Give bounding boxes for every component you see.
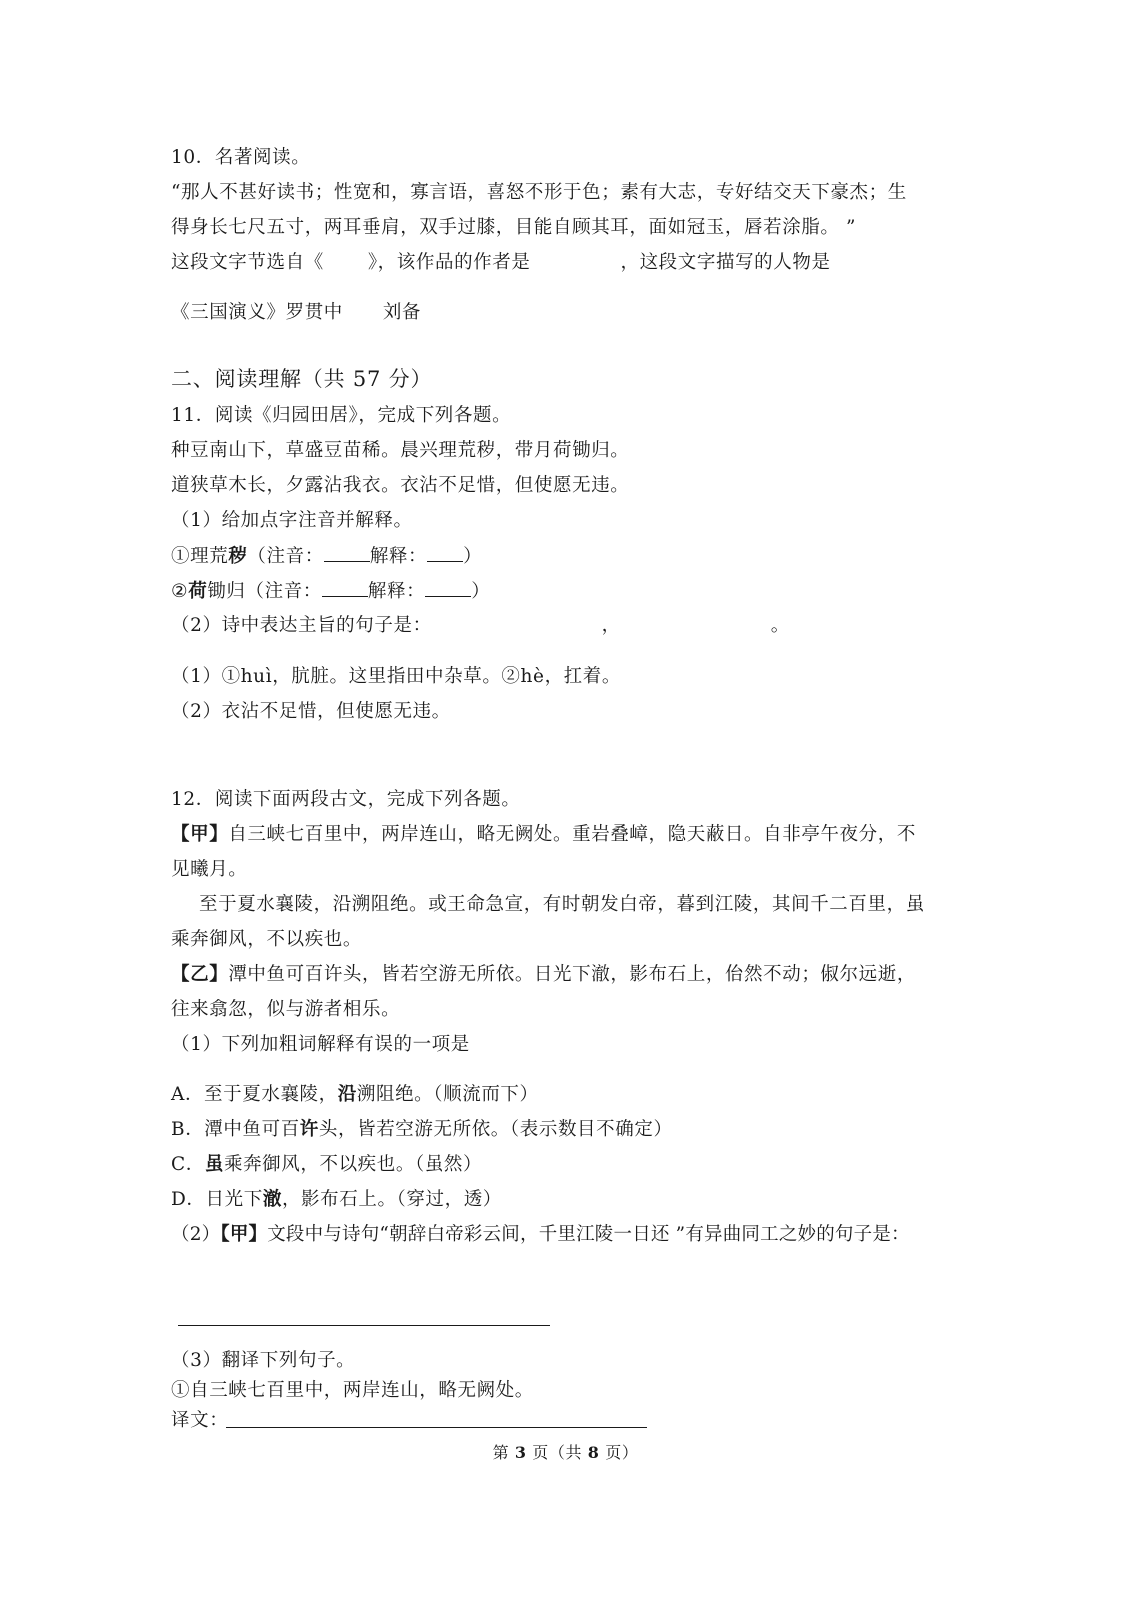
q12-jia-line1-text: 自三峡七百里中，两岸连山，略无阙处。重岩叠嶂，隐天蔽日。自非亭午夜分，不 [228,824,916,845]
q10-question [171,250,831,276]
q11-answer2: （2）衣沾不足惜，但使愿无违。 [171,701,451,722]
footer-pre: 第 [492,1443,515,1462]
option-d-gloss: ，影布石上。（穿过，透） [281,1189,502,1210]
q12-yi-line1 [171,962,916,988]
q10-quote-line1: “那人不甚好读书；性宽和，寡言语，喜怒不形于色；素有大志，专好结交天下豪杰；生 [171,182,907,203]
q12-option-c[interactable] [171,1152,482,1178]
q12-sub2-answer-line[interactable] [178,1325,550,1326]
section-heading: 二、阅读理解（共 57 分） [171,367,433,391]
q12-translation-label: 译文： [171,1410,229,1431]
q12-sub2-text: 文段中与诗句“朝辞白帝彩云间，千里江陵一日还 ”有异曲同工之妙的句子是： [267,1224,910,1245]
q11-item1-close: ） [463,546,483,567]
option-c-gloss: 乘奔御风，不以疾也。（虽然） [223,1154,483,1175]
option-d-text: D．日光下 [171,1189,263,1210]
q12-jia-line1 [171,822,916,848]
q10-answer-person: 刘备 [382,302,422,323]
q12-option-d[interactable] [171,1187,502,1213]
q11-poem-line2: 道狭草木长，夕露沾我衣。衣沾不足惜，但使愿无违。 [171,475,630,496]
q12-yi-line1-text: 潭中鱼可百许头，皆若空游无所依。日光下澈，影布石上，佁然不动；俶尔远逝， [228,964,916,985]
q11-item1-explain-blank[interactable] [427,543,463,562]
option-c-text: C． [171,1154,205,1175]
q12-sub3: （3）翻译下列句子。 [171,1350,356,1371]
q10-quote-line2: 得身长七尺五寸，两耳垂肩，双手过膝，目能自顾其耳，面如冠玉，唇若涂脂。 ” [171,217,857,238]
q11-sub2-comma: ， [601,615,621,636]
q10-answer [171,300,421,326]
q12-translation-line[interactable] [226,1427,647,1428]
option-a-gloss: 溯阻绝。（顺流而下） [356,1084,539,1105]
q12-jia-line3: 至于夏水襄陵，沿溯阻绝。或王命急宣，有时朝发白帝，暮到江陵，其间千二百里，虽 [199,894,925,915]
q11-item1-pinyin-blank[interactable] [324,543,370,562]
q12-title: 12．阅读下面两段古文，完成下列各题。 [171,789,521,810]
q11-sub1: （1）给加点字注音并解释。 [171,510,413,531]
q11-item2-rest: 锄归（注音： [207,581,322,602]
q11-item2-explain-blank[interactable] [425,578,471,597]
q11-sub2-label: （2）诗中表达主旨的句子是： [171,615,432,636]
q11-item2-close: ） [471,581,491,602]
q10-answer-book: 《三国演义》罗贯中 [171,302,343,323]
q11-answer1: （1）①huì，肮脏。这里指田中杂草。②hè，扛着。 [171,666,621,687]
page-total: 8 [587,1443,600,1462]
q12-jia-label: 【甲】 [171,824,229,845]
q11-item2-bold-char: 荷 [188,581,208,602]
q12-option-a[interactable] [171,1082,539,1108]
q12-sub2-bold-label: 【甲】 [220,1224,268,1245]
q10-question-part1: 这段文字节选自《 [171,252,324,273]
q11-item1-bold-char: 秽 [228,546,248,567]
option-b-gloss: 头，皆若空游无所依。（表示数目不确定） [318,1119,673,1140]
option-a-text: A．至于夏水襄陵， [171,1084,338,1105]
q11-title: 11．阅读《归园田居》，完成下列各题。 [171,405,512,426]
q12-sub2-prefix: （2） [171,1224,221,1245]
q11-item1-explain: 解释： [369,546,428,567]
q11-sub2 [171,613,790,639]
q12-sub2 [171,1222,910,1248]
q11-poem-line1: 种豆南山下，草盛豆苗稀。晨兴理荒秽，带月荷锄归。 [171,440,630,461]
footer-mid: 页（共 [526,1443,588,1462]
q11-item2 [171,578,490,605]
footer-post: 页） [599,1443,639,1462]
option-b-bold-word: 许 [299,1119,319,1140]
option-c-bold-word: 虽 [204,1154,224,1175]
q10-title: 10．名著阅读。 [171,147,311,168]
q11-sub2-period: 。 [770,615,790,636]
q11-item1-prefix: ①理荒 [171,546,229,567]
option-d-bold-word: 澈 [262,1189,282,1210]
q12-jia-line4: 乘奔御风，不以疾也。 [171,929,363,950]
option-a-bold-word: 沿 [337,1084,357,1105]
q12-sub1: （1）下列加粗词解释有误的一项是 [171,1034,470,1055]
q10-question-part3: ，这段文字描写的人物是 [620,252,831,273]
q12-yi-label: 【乙】 [171,964,229,985]
q11-item2-explain: 解释： [367,581,426,602]
q11-item2-pinyin-blank[interactable] [322,578,368,597]
q11-item1 [171,543,482,570]
q10-question-part2: 》，该作品的作者是 [367,252,531,273]
q11-item2-prefix: ② [171,581,189,602]
q11-item1-note: （注音： [247,546,324,567]
q12-option-b[interactable] [171,1117,673,1143]
page-number: 3 [514,1443,527,1462]
q12-yi-line2: 往来翕忽，似与游者相乐。 [171,999,401,1020]
option-b-text: B．潭中鱼可百 [171,1119,300,1140]
page-footer [0,1442,1131,1464]
q12-sub3-item: ①自三峡七百里中，两岸连山，略无阙处。 [171,1380,534,1401]
q12-jia-line2: 见曦月。 [171,859,248,880]
